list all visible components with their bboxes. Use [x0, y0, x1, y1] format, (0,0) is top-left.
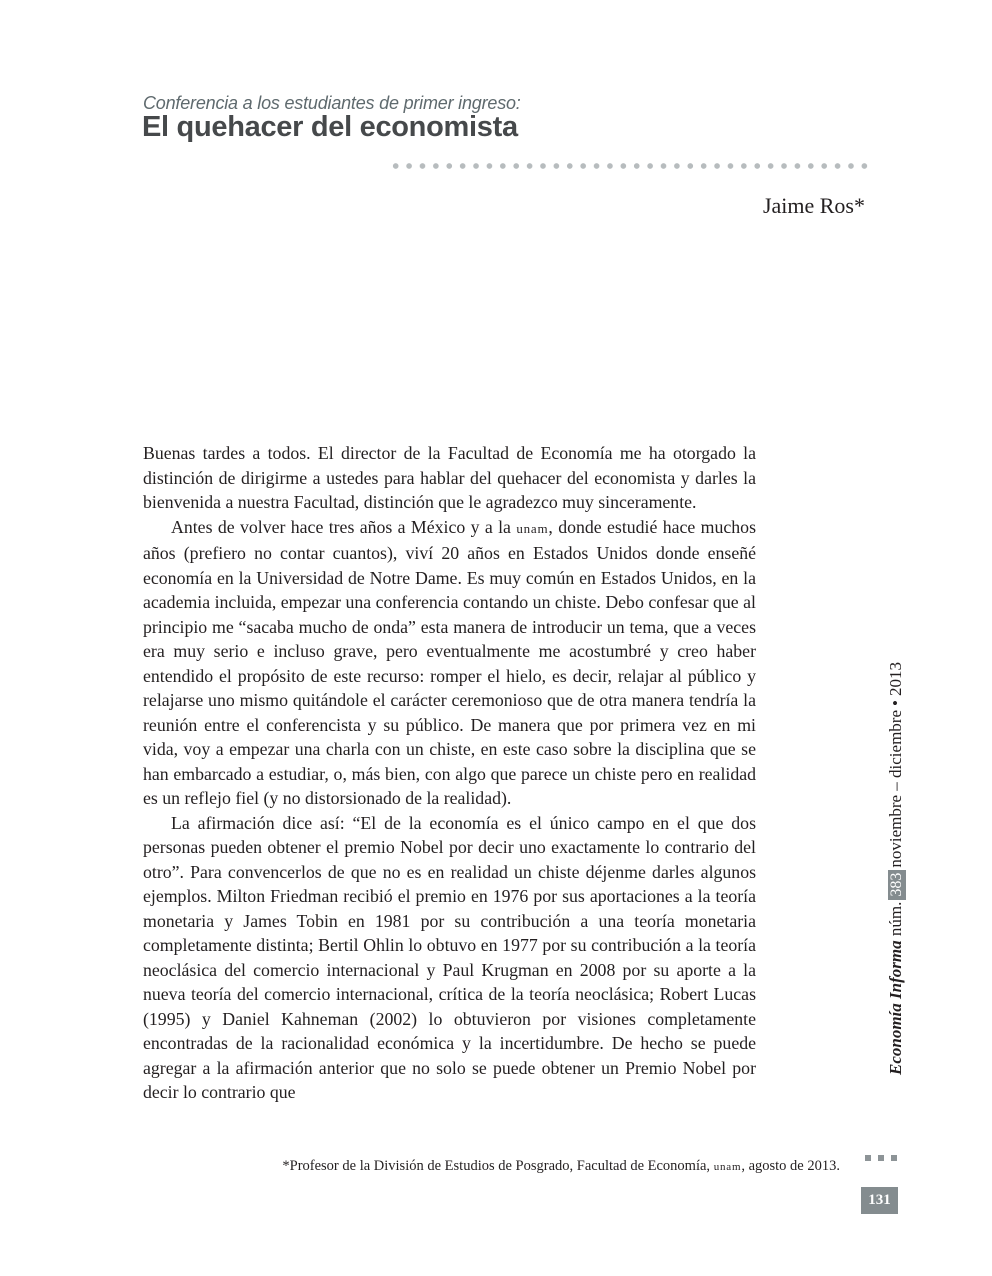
author-footnote	[282, 1158, 840, 1175]
square-mark	[865, 1155, 871, 1161]
issue-number: 383	[888, 870, 906, 900]
paragraph-2-start: Antes de volver hace tres años a México y a la	[171, 516, 511, 537]
paragraph-3: La afirmación dice así: “El de la economía es el único campo en el que dos personas pueden obtener el premio Nobel por decir uno exactamente lo contrario del otro”. Para convencerlos de que no es en realidad un chiste déjenme darles algunos ejemplos. Milton Friedman recibió el premio en 1976 por sus aportaciones a la teoría monetaria y James Tobin en 1981 por su contribución a una teoría monetaria completamente distinta; Bertil Ohlin lo obtuvo en 1977 por su contribución a la teoría neoclásica del comercio internacional y Paul Krugman en 2008 por su aporte a la nueva teoría del comercio internacional, crítica de la teoría neoclásica; Robert Lucas (1995) y Daniel Kahneman (2002) lo obtuvieron por visiones completamente encontradas de la racionalidad económica y la incertidumbre. De hecho se puede agregar a la afirmación anterior que no solo se puede obtener un Premio Nobel por decir lo contrario que	[143, 812, 756, 1102]
journal-name: Economía Informa	[886, 940, 905, 1075]
page-number: 131	[861, 1187, 898, 1214]
unam-smallcaps: unam	[516, 520, 549, 536]
bullet-separator: •	[886, 700, 905, 706]
article-title: El quehacer del economista	[142, 111, 518, 143]
article-body	[143, 441, 756, 1105]
square-mark	[891, 1155, 897, 1161]
footnote-unam: unam	[713, 1161, 742, 1173]
footnote-date: , agosto de 2013.	[741, 1158, 840, 1174]
paragraph-2	[143, 515, 756, 811]
square-mark	[878, 1155, 884, 1161]
author-name: Jaime Ros*	[762, 193, 865, 218]
issue-period: noviembre – diciembre	[886, 709, 905, 868]
article-subtitle: Conferencia a los estudiantes de primer ingreso:	[143, 93, 521, 113]
paragraph-2-rest: , donde estudié hace muchos años (prefiero no contar cuantos), viví 20 años en Estados Unidos donde enseñé economía en la Universidad de Notre Dame. Es muy común en Estados Unidos, en la academia incluida, empezar una conferencia contando un chiste. Debo confesar que al principio me “sacaba mucho de onda” esta manera de introducir un tema, que a veces era muy serio e incluso grave, pero eventualmente me acostumbré y creo haber entendido el propósito de este recurso: romper el hielo, es decir, relajar al público y relajarse uno mismo quitándole el carácter ceremonioso que de otra manera tendría la reunión entre el conferencista y su público. De manera que por primera vez en mi vida, voy a empezar una charla con un chiste, en este caso sobre la disciplina que se han embarcado a estudiar, o, más bien, con algo que parece un chiste pero en realidad es un reflejo fiel (y no distorsionado de la realidad).	[143, 516, 756, 808]
paragraph-1: Buenas tardes a todos. El director de la Facultad de Economía me ha otorgado la distinción de dirigirme a ustedes para hablar del quehacer del economista y darles la bienvenida a nuestra Facultad, distinción que le agradezco muy sinceramente.	[143, 443, 756, 512]
footnote-text: *Profesor de la División de Estudios de Posgrado, Facultad de Economía,	[282, 1158, 711, 1174]
dotted-divider	[389, 162, 869, 170]
issue-year: 2013	[886, 662, 905, 697]
journal-sidebar	[886, 662, 906, 1075]
issue-label: núm.	[886, 901, 905, 937]
